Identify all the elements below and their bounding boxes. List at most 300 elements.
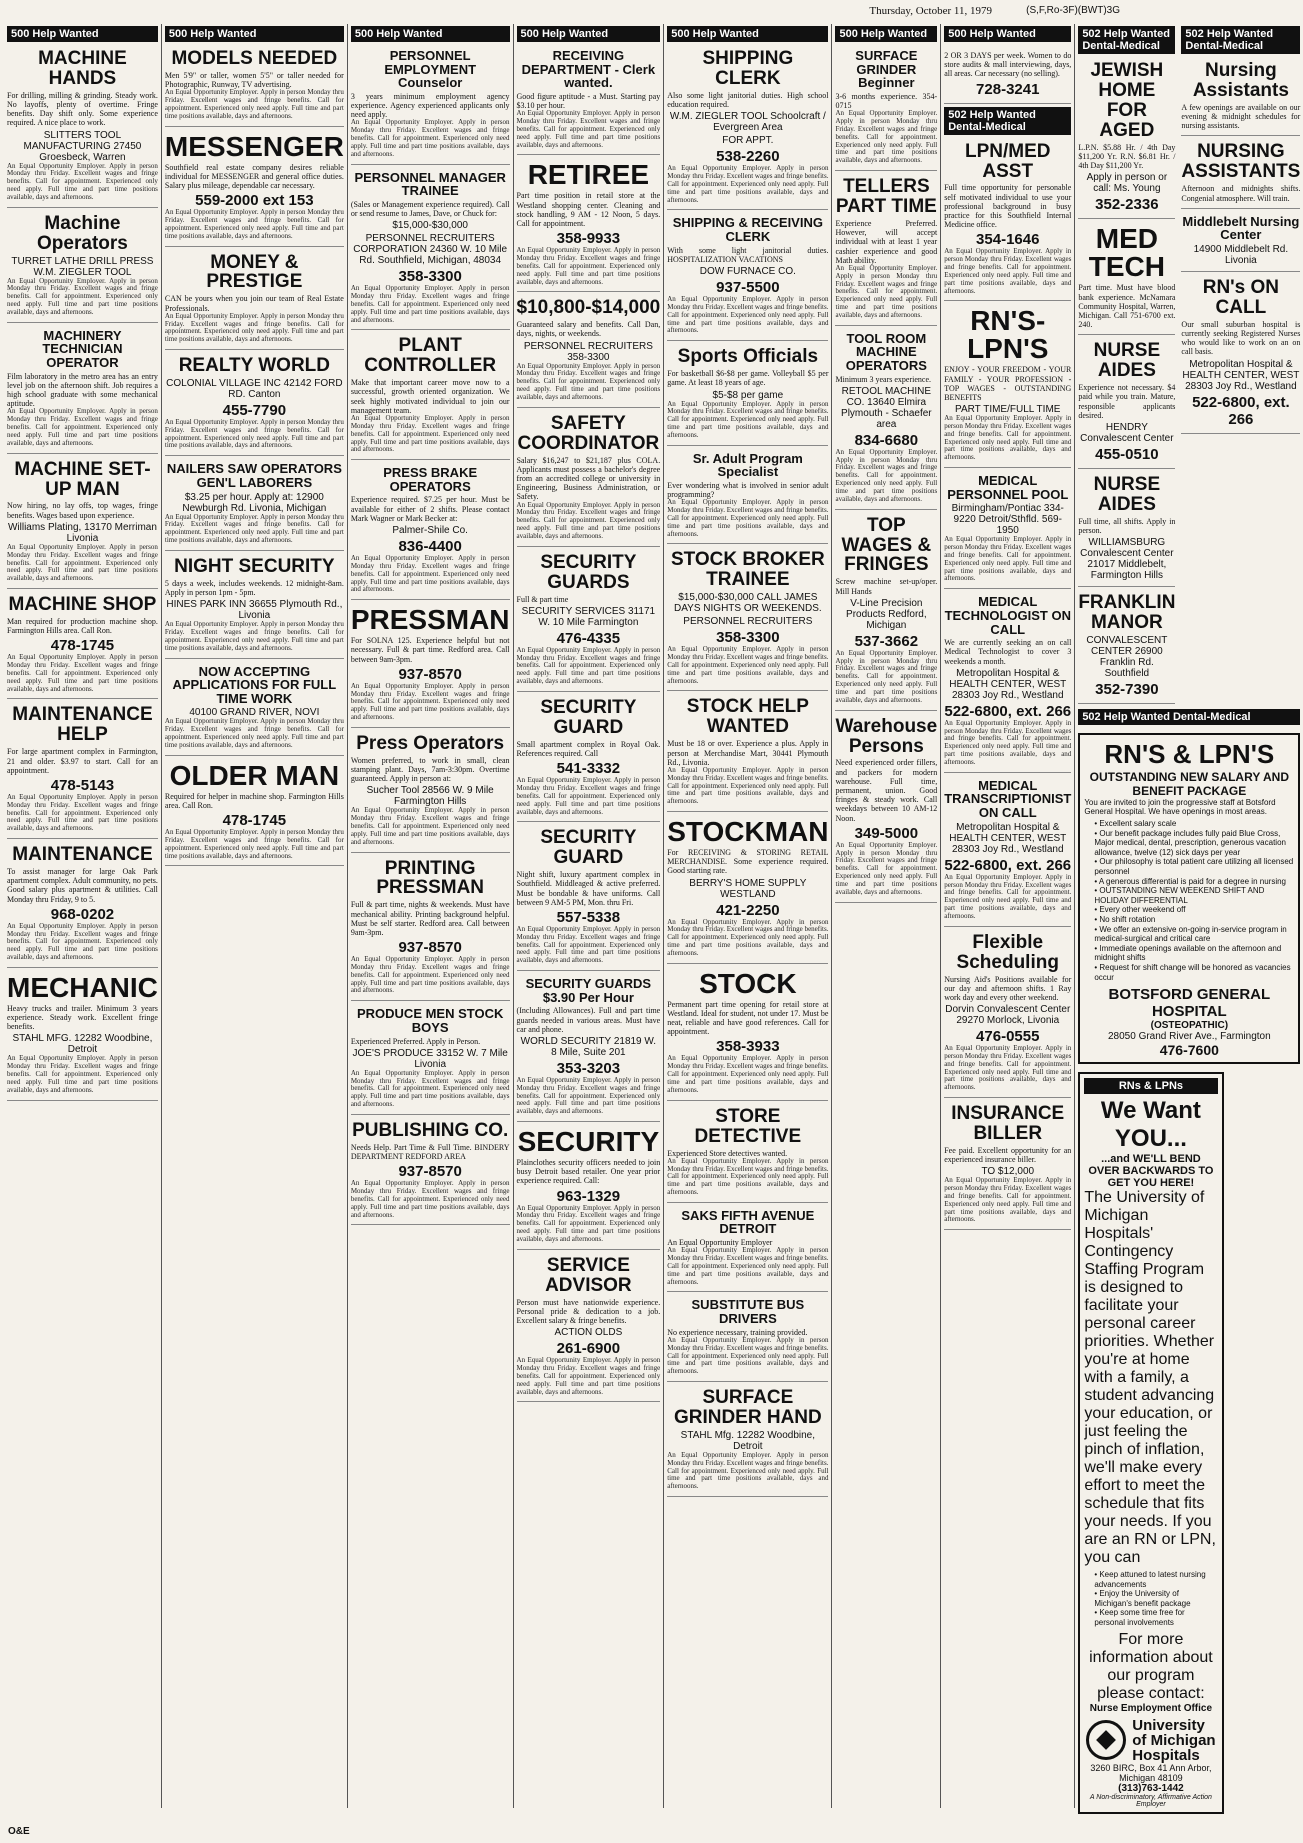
ad-body: Also some light janitorial duties. High school education required.	[667, 90, 829, 110]
ad-body: Full & part time	[516, 594, 569, 604]
ad-body: CAN be yours when you join our team of Real Estate Professionals.	[164, 294, 344, 313]
page-date: Thursday, October 11, 1979	[869, 5, 992, 17]
ad-body: For drilling, milling & grinding. Steady work. No layoffs, plenty of overtime. Fringe benefits. Day shift only. Some experience required. A nice place to work.	[7, 90, 158, 128]
classified-ad	[517, 158, 661, 292]
ad-body: Good figure aptitude - a Must. Starting pay $3.10 per hour.	[516, 91, 661, 111]
ad-phone: 353-3203	[556, 1059, 621, 1077]
benefit-item: • OUTSTANDING NEW WEEKEND SHIFT AND HOLIDAY DIFFERENTIAL	[1094, 886, 1294, 905]
ad-body: For basketball $6-$8 per game. Volleyball $5 per game. At least 18 years of age.	[667, 369, 829, 388]
ad-body: Afternoon and midnights shifts. Congenial atmosphere. Will train.	[1181, 184, 1301, 203]
ad-phone: 968-0202	[50, 905, 115, 923]
ad-fine-print: An Equal Opportunity Employer. Apply in person Monday thru Friday. Excellent wages and fringe benefits. Call for appointment. Experienced only need apply. Full time and part time positions available, days and afternoons.	[835, 109, 938, 165]
ad-phone: 937-8570	[398, 939, 462, 957]
benefit-item: • We offer an extensive on-going in-service program in medical-surgical and critical care	[1094, 925, 1294, 944]
classified-ad	[1078, 472, 1175, 587]
classified-ad	[944, 46, 1071, 104]
ad-fine-print: An Equal Opportunity Employer. Apply in person Monday thru Friday. Excellent wages and fringe benefits. Call for appointment. Experienced only need apply. Full time and part time positions available, days and afternoons.	[350, 118, 510, 158]
ad-phone: 358-9933	[556, 230, 621, 248]
ad-fine-print: An Equal Opportunity Employer. Apply in person Monday thru Friday. Excellent wages and fringe benefits. Call for appointment. Experienced only need apply. Full time and part time positions available, days and afternoons.	[7, 161, 158, 201]
ad-body: ENJOY - YOUR FREEDOM - YOUR FAMILY - YOUR PROFESSION - TOP WAGES - OUTSTANDING BENEFITS	[944, 365, 1072, 402]
ad-body: Required for helper in machine shop. Farmington Hills area. Call Ron.	[164, 791, 344, 810]
benefit-item: • Enjoy the University of Michigan's benefit package	[1094, 1589, 1217, 1608]
botsford-name: BOTSFORD GENERAL HOSPITAL	[1108, 986, 1271, 1021]
ad-subline: STAHL Mfg. 12282 Woodbine, Detroit	[680, 1429, 816, 1452]
ad-headline: MACHINERY TECHNICIAN OPERATOR	[42, 327, 123, 371]
classified-ad	[351, 46, 510, 165]
classified-ad	[667, 46, 828, 210]
botsford-address: 28050 Grand River Ave., Farmington	[1107, 1031, 1271, 1043]
ad-fine-print: An Equal Opportunity Employer. Apply in person Monday thru Friday. Excellent wages and fringe benefits. Call for appointment. Experienced only need apply. Full time and part time positions available, days and afternoons.	[164, 311, 344, 344]
ad-headline: STORE DETECTIVE	[694, 1105, 802, 1147]
botsford-subhead: OUTSTANDING NEW SALARY AND BENEFIT PACKAGE	[1089, 770, 1289, 798]
umich-office: Nurse Employment Office	[1089, 1702, 1213, 1714]
ad-phone: 538-2260	[716, 148, 780, 166]
ad-headline: MEDICAL TECHNOLOGIST ON CALL	[944, 594, 1071, 637]
ad-fine-print: An Equal Opportunity Employer. Apply in person Monday thru Friday. Excellent wages and fringe benefits. Call for appointment. Experienced only need apply. Full time and part time positions available, days and afternoons.	[164, 208, 344, 240]
classified-ad	[835, 174, 937, 326]
classified-ad	[667, 1104, 828, 1203]
umich-subhead: ...and WE'LL BEND OVER BACKWARDS TO GET YOU HERE!	[1088, 1153, 1214, 1190]
ad-fine-print: An Equal Opportunity Employer. Apply in person Monday thru Friday. Excellent wages and fringe benefits. Call for appointment. Experienced only need apply. Full time and part time positions available, days and afternoons.	[667, 765, 829, 806]
umich-logo	[1084, 1718, 1217, 1763]
umich-body: The University of Michigan Hospitals' Contingency Staffing Program is designed to facilitate your personal career priorities. Whether you're at home with a family, a student advancing your education, or just feeling the pinch of inflation, we'll make every effort to meet the schedule that fits your needs. If you are an RN or LPN, you can	[1084, 1189, 1216, 1567]
classified-ad	[1078, 338, 1175, 469]
ad-subline: BERRY'S HOME SUPPLY WESTLAND	[689, 877, 807, 900]
classified-ad	[165, 130, 344, 247]
ad-body: Nursing Aid's Positions available for our day and afternoon shifts. 1 Ray work day and every other weekend.	[944, 974, 1072, 1002]
ad-headline: RN's ON CALL	[1202, 276, 1280, 318]
umich-ad	[1078, 1072, 1223, 1814]
ad-phone: 834-6680	[854, 431, 919, 449]
benefit-item: • A generous differential is paid for a degree in nursing	[1094, 877, 1294, 887]
ad-fine-print: An Equal Opportunity Employer. Apply in person Monday thru Friday. Excellent wages and fringe benefits. Call for appointment. Experienced only need apply. Full time and part time positions available, days and afternoons.	[350, 1179, 510, 1219]
ad-body: Women preferred, to work in small, clean stamping plant. Days, 7am-3:30pm. Overtime guaranteed. Apply in person at:	[350, 755, 510, 784]
classified-ad	[7, 592, 158, 699]
ad-subline: $5-$8 per game	[712, 389, 784, 401]
ad-subline: W.M. ZIEGLER TOOL Schoolcraft / Evergreen Area	[669, 111, 826, 134]
botsford-ad	[1078, 733, 1300, 1064]
section-header-dental: 502 Help Wanted Dental-Medical	[1181, 26, 1300, 54]
ad-fine-print: An Equal Opportunity Employer. Apply in person Monday thru Friday. Excellent wages and fringe benefits. Call for appointment. Experienced only need apply. Full time and part time positions available, days and afternoons.	[7, 1054, 158, 1094]
ad-fine-print: An Equal Opportunity Employer. Apply in person Monday thru Friday. Excellent wages and fringe benefits. Call for appointment. Experienced only need apply. Full time and part time positions available, days and afternoons.	[944, 1044, 1072, 1092]
umich-wordmark-line1: University	[1132, 1716, 1205, 1734]
ad-fine-print: An Equal Opportunity Employer. Apply in person Monday thru Friday. Excellent wages and fringe benefits. Call for appointment. Experienced only need apply. Full time and part time positions available, days and afternoons.	[944, 1176, 1072, 1224]
ad-subline: Sucher Tool 28566 W. 9 Mile Farmington Hills	[366, 785, 494, 808]
dental-subcol-b	[1181, 24, 1300, 707]
ad-headline: STOCK	[699, 967, 797, 999]
ad-fine-print: An Equal Opportunity Employer. Apply in person Monday thru Friday. Excellent wages and fringe benefits. Call for appointment. Experienced only need apply. Full time and part time positions available, days and afternoons.	[667, 1054, 829, 1094]
ad-headline: NURSING ASSISTANTS	[1181, 141, 1301, 183]
ad-phone: 476-0555	[976, 1028, 1040, 1046]
ad-subline: Williams Plating, 13170 Merriman Livonia	[7, 521, 157, 544]
umich-wordmark	[1132, 1718, 1215, 1763]
ad-body: 3-6 months experience. 354-0715	[835, 91, 938, 111]
ad-fine-print: An Equal Opportunity Employer. Apply in person Monday thru Friday. Excellent wages and fringe benefits. Call for appointment. Experienced only need apply. Full time and part time positions available, days and afternoons.	[350, 284, 510, 324]
ad-body: Screw machine set-up/oper. Mill Hands	[835, 577, 938, 596]
section-header: 500 Help Wanted	[667, 26, 828, 42]
ad-headline: NIGHT SECURITY	[174, 555, 335, 577]
classified-ad	[835, 46, 937, 171]
ad-headline: Machine Operators	[37, 212, 128, 254]
ad-subline: CONVALESCENT CENTER 26900 Franklin Rd. Southfield	[1086, 635, 1168, 679]
ad-headline: SHIPPING & RECEIVING CLERK	[672, 215, 823, 245]
ad-phone: 522-6800, ext. 266	[944, 856, 1072, 874]
benefit-item: • Our benefit package includes fully paid Blue Cross, Major medical, dental, prescription, generous vacation allowance, twelve (12) sick days per year	[1094, 829, 1294, 858]
ad-body: Fee paid. Excellent opportunity for an experienced insurance biller.	[944, 1145, 1072, 1165]
edition-code: (S,F,Ro-3F)(BWT)3G	[1026, 5, 1120, 16]
ad-fine-print: An Equal Opportunity Employer. Apply in person Monday thru Friday. Excellent wages and fringe benefits. Call for appointment. Experienced only need apply. Full time and part time positions available, days and afternoons.	[516, 361, 661, 401]
ad-headline: STOCK BROKER TRAINEE	[670, 549, 825, 591]
ad-body: 3 years minimum employment agency experience. Agency experienced applicants only need apply.	[350, 91, 510, 120]
ad-subline: Metropolitan Hospital & HEALTH CENTER, WEST 28303 Joy Rd., Westland	[1182, 358, 1300, 392]
ad-body: Man required for production machine shop. Farmington Hills area. Call Ron.	[7, 616, 158, 636]
ad-fine-print: An Equal Opportunity Employer. Apply in person Monday thru Friday. Excellent wages and fringe benefits. Call for appointment. Experienced only need apply. Full time and part time positions available, days and afternoons.	[667, 1156, 829, 1196]
ad-headline: TOOL ROOM MACHINE OPERATORS	[845, 330, 927, 373]
ad-headline: TOP WAGES & FRINGES	[841, 514, 932, 576]
ad-fine-print: An Equal Opportunity Employer. Apply in person Monday thru Friday. Excellent wages and fringe benefits. Call for appointment. Experienced only need apply. Full time and part time positions available, days and afternoons.	[164, 717, 344, 749]
ad-body: Plainclothes security officers needed to join busy Detroit based retailer. One year prior experience required. Call:	[516, 1158, 661, 1186]
ad-fine-print: An Equal Opportunity Employer. Apply in person Monday thru Friday. Excellent wages and fringe benefits. Call for appointment. Experienced only need apply. Full time and part time positions available, days and afternoons.	[350, 414, 510, 454]
ad-body: Salary $16,247 to $21,187 plus COLA. Applicants must possess a bachelor's degree from an accredited college or university in Engineering, Business Administration, or Safety.	[516, 455, 661, 502]
ad-headline: PERSONNEL EMPLOYMENT Counselor	[384, 48, 477, 91]
ad-headline: NURSE AIDES	[1093, 340, 1161, 382]
ad-headline: PUBLISHING CO.	[352, 1119, 509, 1141]
classified-ad	[165, 662, 344, 756]
ad-body: For RECEIVING & STORING RETAIL MERCHANDISE. Some experience required. Good starting rate.	[667, 848, 829, 876]
classified-ad	[7, 971, 158, 1101]
ad-fine-print: An Equal Opportunity Employer. Apply in person Monday thru Friday. Excellent wages and fringe benefits. Call for appointment. Experienced only need apply. Full time and part time positions available, days and afternoons.	[944, 535, 1072, 583]
ad-body: Our small suburban hospital is currently seeking Registered Nurses who would like to work on an on call basis.	[1181, 319, 1301, 357]
botsford-type: (OSTEOPATHIC)	[1150, 1020, 1229, 1032]
classified-ad	[7, 457, 158, 589]
ad-fine-print: An Equal Opportunity Employer. Apply in person Monday thru Friday. Excellent wages and fringe benefits. Call for appointment. Experienced only need apply. Full time and part time positions available, days and afternoons.	[7, 542, 158, 583]
benefit-item: • Request for shift change will be honored as vacancies occur	[1094, 963, 1294, 982]
ad-headline: STOCK HELP WANTED	[686, 696, 809, 738]
ad-subline: SECURITY SERVICES 31171 W. 10 Mile Farmington	[521, 605, 656, 628]
ad-extra: FOR APPT.	[722, 135, 774, 147]
ad-fine-print: An Equal Opportunity Employer. Apply in person Monday thru Friday. Excellent wages and fringe benefits. Call for appointment. Experienced only need apply. Full time and part time positions available, days and afternoons.	[350, 806, 510, 846]
ad-fine-print: An Equal Opportunity Employer. Apply in person Monday thru Friday. Excellent wages and fringe benefits. Call for appointment. Experienced only need apply. Full time and part time positions available, days and afternoons.	[667, 917, 829, 957]
ad-body: An Equal Opportunity Employer	[667, 1238, 773, 1248]
classified-ad	[517, 550, 661, 692]
ad-phone: 478-1745	[50, 637, 115, 655]
ad-body: Night shift, luxury apartment complex in Southfield. Middleaged & active preferred. Must be bondable & have uniforms. Call between 9 AM-5 PM, Mon. thru Fri.	[516, 870, 661, 907]
ad-headline: MEDICAL TRANSCRIPTIONIST ON CALL	[944, 777, 1072, 821]
umich-phone: (313)763-1442	[1118, 1782, 1184, 1794]
ad-headline: RN'S-LPN'S	[967, 305, 1049, 365]
ad-headline: SECURITY GUARDS $3.90 Per Hour	[525, 976, 652, 1005]
ad-body: Now hiring, no lay offs, top wages, fringe benefits. Wages based upon experience.	[7, 501, 158, 520]
classified-ad	[667, 449, 828, 545]
ad-subline: $15,000-$30,000 CALL JAMES DAYS NIGHTS OR WEEKENDS.	[674, 592, 822, 615]
umich-address: 3260 BIRC, Box 41 Ann Arbor, Michigan 48109	[1090, 1762, 1212, 1783]
ad-body: Must be 18 or over. Experience a plus. Apply in person at Merchandise Mart, 30441 Plymouth Rd., Livonia.	[667, 739, 829, 767]
classified-ad	[165, 353, 344, 456]
ad-body: Film laboratory in the metro area has an entry level job on the afternoon shift. Job requires a high school graduate with some mechanical aptitude.	[7, 371, 158, 409]
column-7	[941, 24, 1075, 1808]
ad-body: Heavy trucks and trailer. Minimum 3 years experience. Steady work. Excellent fringe benefits.	[7, 1003, 158, 1032]
ad-body: 2 OR 3 DAYS per week. Women to do store audits & mall interviewing, days, all areas. Car necessary (no selling).	[944, 51, 1072, 79]
ad-fine-print: An Equal Opportunity Employer. Apply in person Monday thru Friday. Excellent wages and fringe benefits. Call for appointment. Experienced only need apply. Full time and part time positions available, days and afternoons.	[516, 1075, 661, 1116]
ad-subline: RETOOL MACHINE CO. 13640 Elmira Plymouth - Schaefer area	[841, 385, 932, 430]
ad-headline: FRANKLIN MANOR	[1078, 592, 1176, 634]
ad-phone: 937-8570	[398, 665, 462, 683]
umich-eoe: A Non-discriminatory, Affirmative Action Employer	[1089, 1793, 1212, 1808]
classified-ad	[7, 326, 158, 454]
classified-ad	[667, 694, 828, 812]
umich-headline: We Want YOU...	[1100, 1097, 1201, 1153]
classified-ad	[351, 603, 510, 728]
ad-subline: ACTION OLDS	[554, 1327, 623, 1339]
ad-headline: PLANT CONTROLLER	[364, 335, 497, 377]
ad-body: Experienced Store detectives wanted.	[667, 1148, 788, 1158]
ad-headline: MED TECH	[1088, 223, 1165, 283]
ad-headline: Nursing Assistants	[1192, 60, 1289, 101]
ad-fine-print: An Equal Opportunity Employer. Apply in person Monday thru Friday. Excellent wages and fringe benefits. Call for appointment. Experienced only need apply. Full time and part time positions available, days and afternoons.	[835, 447, 938, 503]
classified-ad	[667, 1295, 828, 1382]
ad-body: Full time opportunity for personable self motivated individual to use your professional background in busy practice for this Southfield Internal Medicine office.	[944, 183, 1072, 230]
benefit-item: • Excellent salary scale	[1094, 819, 1294, 829]
ad-phone: 476-4335	[556, 629, 621, 647]
umich-top: RNs & LPNs	[1084, 1078, 1217, 1094]
ad-body: Part time position in retail store at the Westland shopping center. Cleaning and stock handling, 9 AM - 12 Noon, 5 days. Call for appointment.	[516, 191, 661, 228]
ad-fine-print: An Equal Opportunity Employer. Apply in person Monday thru Friday. Excellent wages and fringe benefits. Call for appointment. Experienced only need apply. Full time and part time positions available, days and afternoons.	[164, 828, 344, 860]
column-2	[162, 24, 348, 1808]
ad-body: Experienced Preferred. Apply in Person.	[350, 1036, 481, 1046]
section-header-dental: 502 Help Wanted Dental-Medical	[1078, 26, 1175, 54]
ad-body: For large apartment complex in Farmington, 21 and older. $3.97 to start. Call for an appointment.	[7, 747, 158, 775]
classified-ad	[667, 1385, 828, 1497]
ad-phone: 455-7790	[222, 402, 287, 419]
ad-body: Small apartment complex in Royal Oak. References required. Call	[516, 739, 661, 758]
ad-fine-print: An Equal Opportunity Employer. Apply in person Monday thru Friday. Excellent wages and fringe benefits. Call for appointment. Experienced only need apply. Full time and part time positions available, days and afternoons.	[164, 88, 344, 120]
ad-body: To assist manager for large Oak Park apartment complex. Adult community, no pets. Good salary plus apartment & utilities. Call Monday thru Friday, 9 to 5.	[7, 866, 158, 904]
ad-headline: SUBSTITUTE BUS DRIVERS	[691, 1297, 805, 1327]
ad-headline: LPN/MED ASST	[965, 140, 1051, 182]
botsford-benefits-list	[1084, 819, 1294, 982]
classified-ad	[351, 463, 510, 600]
benefit-item: • Keep attuned to latest nursing advancements	[1094, 1570, 1217, 1589]
ad-phone: 559-2000 ext 153	[195, 192, 314, 210]
ad-fine-print: An Equal Opportunity Employer. Apply in person Monday thru Friday. Excellent wages and fringe benefits. Call for appointment. Experienced only need apply. Full time and part time positions available, days and afternoons.	[944, 414, 1072, 462]
ad-body: (Including Allowances). Full and part time guards needed in various areas. Must have car and phone.	[516, 1006, 661, 1034]
ad-phone: 478-5143	[50, 776, 115, 794]
ad-headline: NURSE AIDES	[1093, 473, 1161, 515]
ad-headline: NAILERS SAW OPERATORS GEN'L LABORERS	[166, 461, 342, 490]
classified-ad	[944, 471, 1071, 589]
ad-body: Person must have nationwide experience. Personal pride & dedication to a job. Excellent salary & fringe benefits.	[516, 1297, 661, 1326]
ad-subline: Metropolitan Hospital & HEALTH CENTER, WEST 28303 Joy Rd., Westland	[949, 667, 1067, 701]
ad-body: Experience not necessary. $4 paid while you train. Mature, responsible applicants desired.	[1078, 383, 1176, 420]
ad-extra: PERSONNEL RECRUITERS CORPORATION 24360 W. 10 Mile Rd. Southfield, Michigan, 48034	[353, 233, 508, 267]
ad-headline: PRODUCE MEN STOCK BOYS	[356, 1006, 504, 1035]
ad-headline: PRINTING PRESSMAN	[376, 857, 485, 899]
ad-body: L.P.N. $5.88 Hr. / 4th Day $11,200 Yr. R.N. $6.81 Hr. / 4th Day $11,200 Yr.	[1078, 142, 1176, 171]
ad-subline: $15,000-$30,000	[392, 220, 468, 232]
ad-subline: 14900 Middlebelt Rd. Livonia	[1193, 243, 1289, 266]
ad-body: (Sales or Management experience required). Call or send resume to James, Dave, or Chuck for:	[350, 199, 510, 219]
classified-ad	[7, 211, 158, 323]
ad-subline: 40100 GRAND RIVER, NOVI	[189, 707, 320, 719]
ad-fine-print: An Equal Opportunity Employer. Apply in person Monday thru Friday. Excellent wages and fringe benefits. Call for appointment. Experienced only need apply. Full time and part time positions available, days and afternoons.	[516, 1356, 661, 1396]
ad-phone: 349-5000	[854, 824, 919, 842]
ad-body: With some light janitorial duties. HOSPITALIZATION VACATIONS	[667, 245, 829, 264]
ad-headline: SAFETY COORDINATOR	[517, 412, 660, 454]
column-8	[1075, 24, 1303, 1808]
classified-ad	[351, 731, 510, 853]
ad-phone: 728-3241	[976, 80, 1040, 98]
ad-subline: Metropolitan Hospital & HEALTH CENTER, WEST 28303 Joy Rd., Westland	[949, 821, 1067, 855]
ad-headline: PERSONNEL MANAGER TRAINEE	[354, 169, 506, 199]
ad-body: Make that important career move now to a successful, growth oriented organization. We seek highly motivated individual to join our management team.	[350, 378, 510, 415]
ad-fine-print: An Equal Opportunity Employer. Apply in person Monday thru Friday. Excellent wages and fringe benefits. Call for appointment. Experienced only need apply. Full time and part time positions available, days and afternoons.	[164, 418, 344, 450]
ad-phone: 421-2250	[716, 901, 780, 919]
ad-headline: MODELS NEEDED	[171, 48, 338, 69]
ad-headline: STOCKMAN	[667, 816, 829, 848]
classified-ad	[7, 842, 158, 968]
ad-phone: 354-1646	[976, 231, 1040, 249]
benefit-item: • Immediate openings available on the afternoon and midnight shifts	[1094, 944, 1294, 963]
classified-ad	[667, 967, 828, 1101]
ad-subline: WILLIAMSBURG Convalescent Center 21017 Middlebelt, Farmington Hills	[1080, 537, 1174, 582]
ad-headline: PRESSMAN	[350, 604, 510, 636]
classified-ad	[944, 930, 1071, 1098]
ad-headline: RETIREE	[527, 159, 650, 191]
classified-ad	[667, 213, 828, 341]
classified-columns	[4, 24, 1301, 1808]
ad-fine-print: An Equal Opportunity Employer. Apply in person Monday thru Friday. Excellent wages and fringe benefits. Call for appointment. Experienced only need apply. Full time and part time positions available, days and afternoons.	[516, 1203, 661, 1243]
section-header: 500 Help Wanted	[7, 26, 158, 42]
ad-phone: 537-3662	[854, 632, 919, 650]
column-6	[832, 24, 941, 1808]
classified-ad	[667, 344, 828, 445]
ad-body: Southfield real estate company desires reliable individual for MESSENGER and general office duties. Salary plus mileage, dependable car necessary.	[164, 162, 344, 190]
classified-ad	[944, 1101, 1071, 1230]
ad-headline: $10,800-$14,000	[516, 297, 661, 319]
ad-fine-print: An Equal Opportunity Employer. Apply in person Monday thru Friday. Excellent wages and fringe benefits. Call for appointment. Experienced only need apply. Full time and part time positions available, days and afternoons.	[350, 681, 510, 722]
ad-body: 5 days a week, includes weekends. 12 midnight-8am. Apply in person 1pm - 5pm.	[164, 578, 344, 598]
ad-headline: MACHINE SHOP	[8, 593, 157, 615]
classified-ad	[351, 1004, 510, 1115]
ad-fine-print: An Equal Opportunity Employer. Apply in person Monday thru Friday. Excellent wages and fringe benefits. Call for appointment. Experienced only need apply. Full time and part time positions available, days and afternoons.	[944, 247, 1072, 295]
ad-subline: SLITTERS TOOL MANUFACTURING 27450 Groesbeck, Warren	[23, 129, 142, 163]
ad-fine-print: An Equal Opportunity Employer. Apply in person Monday thru Friday. Excellent wages and fringe benefits. Call for appointment. Experienced only need apply. Full time and part time positions available, days and afternoons.	[7, 792, 158, 833]
column-3	[348, 24, 514, 1808]
ad-fine-print: An Equal Opportunity Employer. Apply in person Monday thru Friday. Excellent wages and fringe benefits. Call for appointment. Experienced only need apply. Full time and part time positions available, days and afternoons.	[164, 620, 344, 652]
ad-body: A few openings are available on our evening & midnight schedules for nursing assistants.	[1181, 102, 1301, 131]
benefit-item: • Our philosophy is total patient care utilizing all licensed personnel	[1094, 857, 1294, 876]
classified-ad	[351, 856, 510, 1002]
column-5	[664, 24, 832, 1808]
classified-ad	[835, 513, 937, 711]
ad-subline: COLONIAL VILLAGE INC 42142 FORD RD. Canton	[166, 378, 343, 400]
ad-phone: 522-6800, ext. 266	[1192, 393, 1290, 428]
ad-headline: SECURITY	[517, 1126, 660, 1158]
ad-headline: MAINTENANCE HELP	[12, 704, 153, 746]
classified-ad	[517, 695, 661, 822]
ad-subline: HENDRY Convalescent Center	[1080, 421, 1174, 444]
classified-ad	[1078, 590, 1175, 704]
ad-fine-print: An Equal Opportunity Employer. Apply in person Monday thru Friday. Excellent wages and fringe benefits. Call for appointment. Experienced only need apply. Full time and part time positions available, days and afternoons.	[350, 955, 510, 995]
ad-fine-print: An Equal Opportunity Employer. Apply in person Monday thru Friday. Excellent wages and fringe benefits. Call for appointment. Experienced only need apply. Full time and part time positions available, days and afternoons.	[7, 921, 158, 962]
section-header-dental: 502 Help Wanted Dental-Medical	[944, 107, 1071, 135]
ad-headline: MACHINE SET-UP MAN	[14, 458, 151, 500]
ad-body: Experience required. $7.25 per hour. Must be available for either of 2 shifts. Please contact Mark Wagner or Mark Becker at:	[350, 495, 510, 523]
ad-fine-print: An Equal Opportunity Employer. Apply in person Monday thru Friday. Excellent wages and fringe benefits. Call for appointment. Experienced only need apply. Full time and part time positions available, days and afternoons.	[835, 648, 938, 704]
ad-body: Guaranteed salary and benefits. Call Dan, days, nights, or weekends.	[516, 320, 661, 339]
ad-headline: SECURITY GUARDS	[540, 551, 637, 593]
classified-ad	[517, 411, 661, 547]
ad-fine-print: An Equal Opportunity Employer. Apply in person Monday thru Friday. Excellent wages and fringe benefits. Call for appointment. Experienced only need apply. Full time and part time positions available, days and afternoons.	[667, 295, 829, 335]
ad-subline: $3.25 per hour. Apply at: 12900 Newburgh Rd. Livonia, Michigan	[182, 491, 327, 514]
ad-headline: JEWISH HOME FOR AGED	[1090, 60, 1164, 141]
classified-ad	[165, 759, 344, 867]
ad-fine-print: An Equal Opportunity Employer. Apply in person Monday thru Friday. Excellent wages and fringe benefits. Call for appointment. Experienced only need apply. Full time and part time positions available, days and afternoons.	[835, 263, 938, 319]
section-header: 500 Help Wanted	[944, 26, 1071, 42]
ad-fine-print: An Equal Opportunity Employer. Apply in person Monday thru Friday. Excellent wages and fringe benefits. Call for appointment. Experienced only need apply. Full time and part time positions available, days and afternoons.	[7, 276, 158, 316]
ad-headline: SURFACE GRINDER HAND	[673, 1387, 822, 1428]
ad-headline: INSURANCE BILLER	[951, 1103, 1065, 1144]
classified-ad	[944, 592, 1071, 772]
ad-subline: Palmer-Shile Co.	[392, 525, 468, 537]
ad-headline: TELLERS PART TIME	[835, 176, 937, 218]
classified-ad	[517, 1253, 661, 1403]
ad-fine-print: An Equal Opportunity Employer. Apply in person Monday thru Friday. Excellent wages and fringe benefits. Call for appointment. Experienced only need apply. Full time and part time positions available, days and afternoons.	[835, 840, 938, 896]
classified-ad	[835, 714, 937, 903]
ad-headline: OLDER MAN	[169, 759, 340, 791]
ad-body: No experience necessary, training provided.	[667, 1327, 808, 1337]
ad-headline: PRESS BRAKE OPERATORS	[383, 465, 478, 494]
botsford-phone: 476-7600	[1159, 1042, 1219, 1059]
ad-headline: Middlebelt Nursing Center	[1182, 213, 1300, 243]
classified-ad	[165, 459, 344, 551]
classified-ad	[944, 776, 1071, 927]
ad-subline: HINES PARK INN 36655 Plymouth Rd., Livonia	[166, 599, 343, 622]
classified-ad	[517, 295, 661, 407]
ad-fine-print: An Equal Opportunity Employer. Apply in person Monday thru Friday. Excellent wages and fringe benefits. Call for appointment. Experienced only need apply. Full time and part time positions available, days and afternoons.	[944, 872, 1072, 920]
ad-phone: 261-6900	[556, 1340, 621, 1358]
ad-fine-print: An Equal Opportunity Employer. Apply in person Monday thru Friday. Excellent wages and fringe benefits. Call for appointment. Experienced only need apply. Full time and part time positions available, days and afternoons.	[7, 407, 158, 447]
benefit-item: • Keep some time free for personal involvements	[1094, 1608, 1217, 1627]
ad-phone: 478-1745	[222, 812, 287, 830]
classified-ad	[1181, 58, 1300, 136]
ad-body: We are currently seeking an on call Medical Technologist to cover 3 weekends a month.	[944, 638, 1072, 666]
classified-ad	[1181, 275, 1300, 434]
ad-fine-print: An Equal Opportunity Employer. Apply in person Monday thru Friday. Excellent wages and fringe benefits. Call for appointment. Experienced only need apply. Full time and part time positions available, days and afternoons.	[516, 645, 661, 686]
ad-fine-print: An Equal Opportunity Employer. Apply in person Monday thru Friday. Excellent wages and fringe benefits. Call for appointment. Experienced only need apply. Full time and part time positions available, days and afternoons.	[350, 1068, 510, 1109]
ad-headline: SECURITY GUARD	[540, 827, 637, 869]
ad-headline: MAINTENANCE	[12, 844, 153, 866]
ad-headline: SAKS FIFTH AVENUE DETROIT	[681, 1207, 815, 1237]
ad-subline: PART TIME/FULL TIME	[955, 404, 1061, 416]
ad-subline: V-Line Precision Products Redford, Michigan	[846, 597, 927, 631]
classified-ad	[517, 825, 661, 971]
ad-fine-print: An Equal Opportunity Employer. Apply in person Monday thru Friday. Excellent wages and fringe benefits. Call for appointment. Experienced only need apply. Full time and part time positions available, days and afternoons.	[667, 498, 829, 538]
botsford-intro: You are invited to join the progressive staff at Botsford General Hospital. We have openings in most areas.	[1084, 798, 1276, 816]
ad-headline: Flexible Scheduling	[956, 931, 1059, 973]
ad-fine-print: An Equal Opportunity Employer. Apply in person Monday thru Friday. Excellent wages and fringe benefits. Call for appointment. Experienced only need apply. Full time and part time positions available, days and afternoons.	[667, 399, 829, 439]
umich-wordmark-line2: of Michigan	[1132, 1731, 1216, 1749]
benefit-item: • Every other weekend off	[1094, 905, 1294, 915]
ad-headline: Sports Officials	[677, 346, 819, 368]
ad-fine-print: An Equal Opportunity Employer. Apply in person Monday thru Friday. Excellent wages and fringe benefits. Call for appointment. Experienced only need apply. Full time and part time positions available, days and afternoons.	[516, 109, 661, 149]
ad-fine-print: An Equal Opportunity Employer. Apply in person Monday thru Friday. Excellent wages and fringe benefits. Call for appointment. Experienced only need apply. Full time and part time positions available, days and afternoons.	[164, 512, 344, 545]
classified-ad	[1181, 139, 1300, 208]
ad-subline: DOW FURNACE CO.	[699, 266, 796, 278]
ad-headline: Sr. Adult Program Specialist	[692, 450, 803, 480]
ad-fine-print: An Equal Opportunity Employer. Apply in person Monday thru Friday. Excellent wages and fringe benefits. Call for appointment. Experienced only need apply. Full time and part time positions available, days and afternoons.	[667, 645, 829, 685]
classified-ad	[165, 554, 344, 659]
